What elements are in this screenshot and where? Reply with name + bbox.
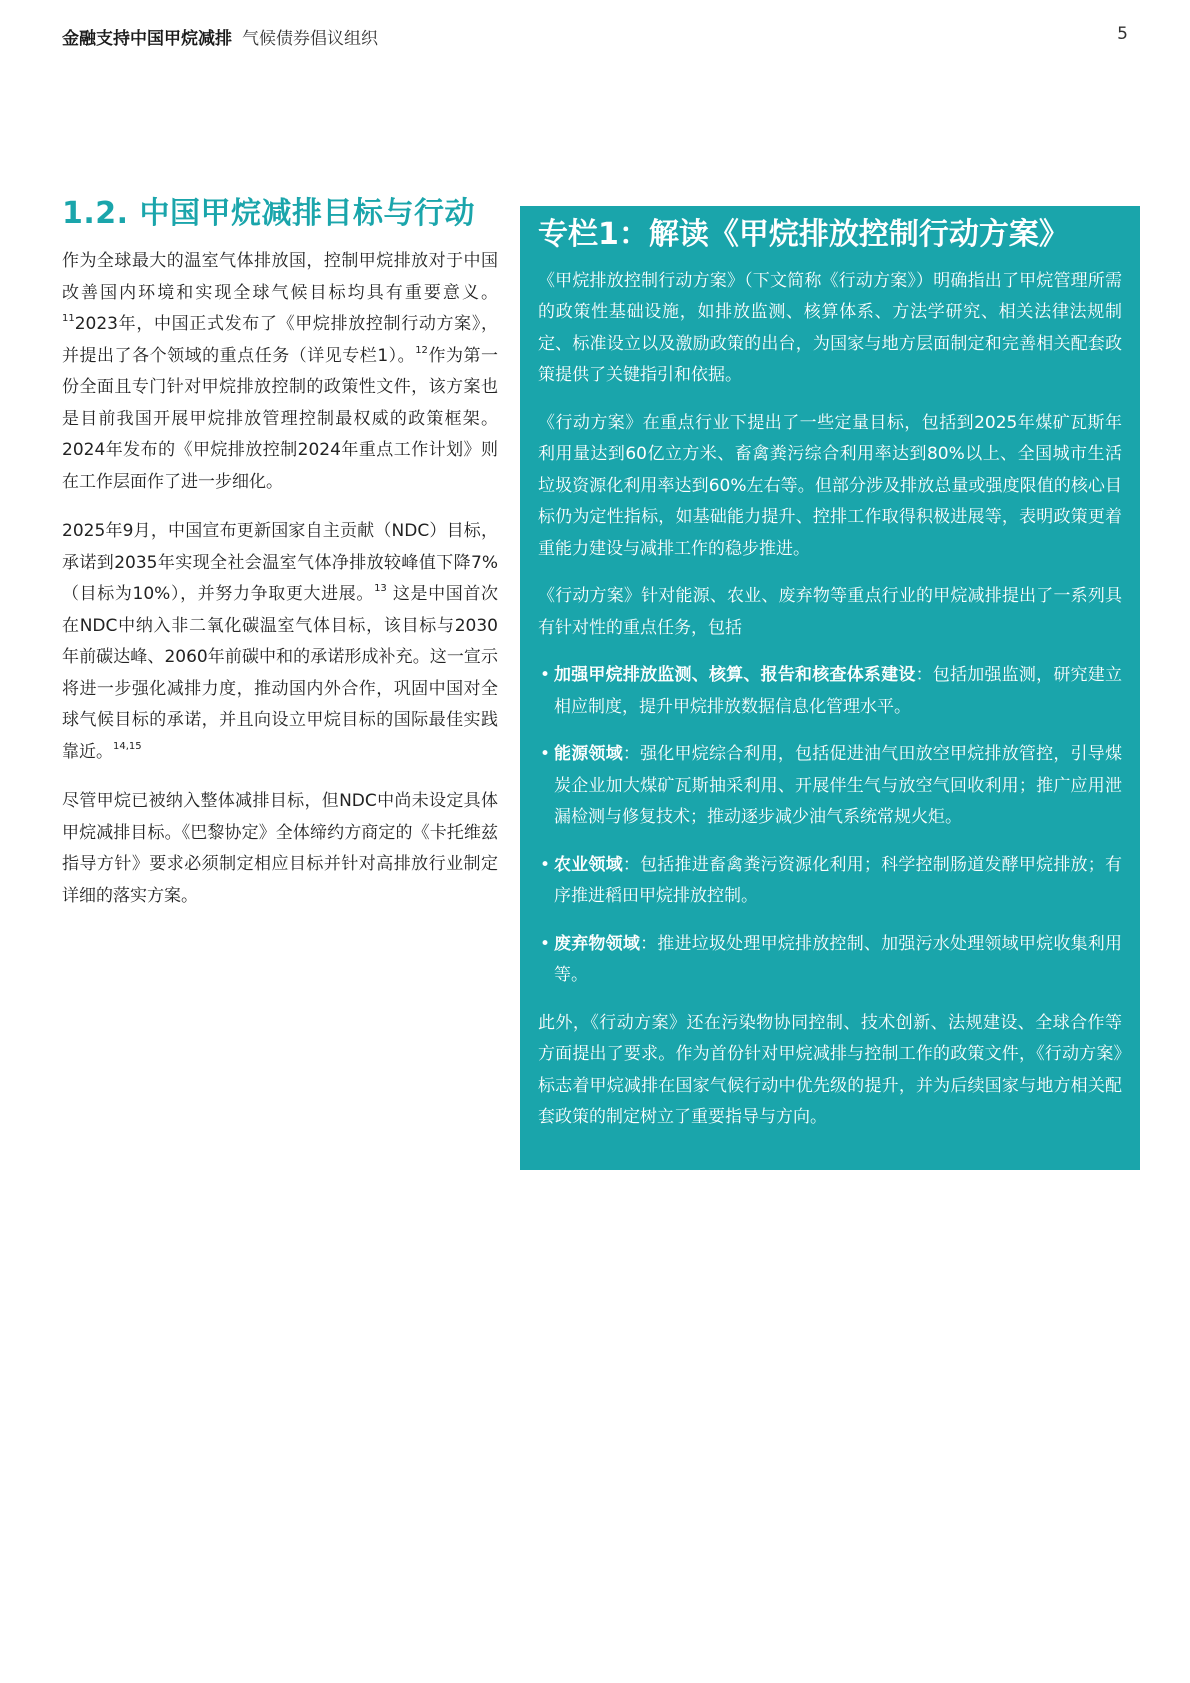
key-tasks-list <box>538 660 1122 992</box>
footnote-ref[interactable]: 12 <box>415 344 428 356</box>
paragraph-1-text-a: 作为全球最大的温室气体排放国，控制甲烷排放对于中国改善国内环境和实现全球气候目标均具有重要意义。 <box>62 251 498 303</box>
footnote-ref[interactable]: 14,15 <box>113 740 142 752</box>
main-text-column <box>62 196 498 930</box>
footnote-ref[interactable]: 11 <box>62 313 75 324</box>
list-item <box>538 929 1122 992</box>
bullet-text: ：包括加强监测，研究建立相应制度，提升甲烷排放数据信息化管理水平。 <box>554 665 1122 717</box>
bullet-icon: • <box>540 665 551 685</box>
feature-box <box>520 206 1140 1170</box>
box-paragraph-3: 《行动方案》针对能源、农业、废弃物等重点行业的甲烷减排提出了一系列具有针对性的重点任务，包括 <box>538 586 1122 638</box>
bullet-icon: • <box>540 744 551 764</box>
organization-name: 气候债券倡议组织 <box>242 29 378 49</box>
box-paragraph-2: 《行动方案》在重点行业下提出了一些定量目标，包括到2025年煤矿瓦斯年利用量达到60亿立方米、畜禽粪污综合利用率达到80%以上、全国城市生活垃圾资源化利用率达到60%左右等。但部分涉及排放总量或强度限值的核心目标仍为定性指标，如基础能力提升、控排工作取得积极进展等，表明政策更着重能力建设与减排工作的稳步推进。 <box>538 412 1122 559</box>
bullet-term: 农业领域 <box>554 854 623 875</box>
bullet-term: 废弃物领域 <box>554 933 641 954</box>
bullet-term: 能源领域 <box>554 744 623 764</box>
paragraph-2 <box>62 516 498 768</box>
bullet-icon: • <box>540 854 551 875</box>
list-item <box>538 739 1122 834</box>
paragraph-2-text-a: 2025年9月，中国宣布更新国家自主贡献（NDC）目标，承诺到2035年实现全社会温室气体净排放较峰值下降7%（目标为10%），并努力争取更大进展。 <box>62 521 498 604</box>
paragraph-1-text-c: 作为第一份全面且专门针对甲烷排放控制的政策性文件，该方案也是目前我国开展甲烷排放管理控制最权威的政策框架。2024年发布的《甲烷排放控制2024年重点工作计划》则在工作层面作了进一步细化。 <box>62 345 498 492</box>
paragraph-1 <box>62 246 498 498</box>
footnote-ref[interactable]: 13 <box>374 583 387 594</box>
bullet-text: ：强化甲烷综合利用，包括促进油气田放空甲烷排放管控，引导煤炭企业加大煤矿瓦斯抽采利用、开展伴生气与放空气回收利用；推广应用泄漏检测与修复技术；推动逐步减少油气系统常规火炬。 <box>554 744 1122 827</box>
box-heading: 专栏1：解读《甲烷排放控制行动方案》 <box>538 217 1069 252</box>
box-paragraph-1: 《甲烷排放控制行动方案》（下文简称《行动方案》）明确指出了甲烷管理所需的政策性基础设施，如排放监测、核算体系、方法学研究、相关法律法规制定、标准设立以及激励政策的出台，为国家与地方层面制定和完善相关配套政策提供了关键指引和依据。 <box>538 270 1122 385</box>
paragraph-1-text-b: 2023年，中国正式发布了《甲烷排放控制行动方案》，并提出了各个领域的重点任务（详见专栏1）。 <box>62 314 498 366</box>
page-number: 5 <box>1117 24 1128 44</box>
section-heading: 1.2. 中国甲烷减排目标与行动 <box>62 196 475 231</box>
paragraph-3: 尽管甲烷已被纳入整体减排目标，但NDC中尚未设定具体甲烷减排目标。《巴黎协定》全体缔约方商定的《卡托维兹指导方针》要求必须制定相应目标并针对高排放行业制定详细的落实方案。 <box>62 791 498 906</box>
list-item <box>538 660 1122 723</box>
bullet-text: ：推进垃圾处理甲烷排放控制、加强污水处理领域甲烷收集利用等。 <box>554 933 1122 985</box>
list-item <box>538 850 1122 913</box>
bullet-icon: • <box>540 933 551 954</box>
paragraph-2-text-b: 这是中国首次在NDC中纳入非二氧化碳温室气体目标，该目标与2030年前碳达峰、2060年前碳中和的承诺形成补充。这一宣示将进一步强化减排力度，推动国内外合作，巩固中国对全球气候目标的承诺，并且向设立甲烷目标的国际最佳实践靠近。 <box>62 584 498 762</box>
bullet-text: ：包括推进畜禽粪污资源化利用；科学控制肠道发酵甲烷排放；有序推进稻田甲烷排放控制。 <box>554 854 1122 906</box>
bullet-term: 加强甲烷排放监测、核算、报告和核查体系建设 <box>554 665 916 685</box>
report-title: 金融支持中国甲烷减排 <box>62 29 232 49</box>
page-header <box>62 24 1128 50</box>
box-paragraph-4: 此外，《行动方案》还在污染物协同控制、技术创新、法规建设、全球合作等方面提出了要求。作为首份针对甲烷减排与控制工作的政策文件，《行动方案》标志着甲烷减排在国家气候行动中优先级的提升，并为后续国家与地方相关配套政策的制定树立了重要指导与方向。 <box>538 1012 1122 1127</box>
